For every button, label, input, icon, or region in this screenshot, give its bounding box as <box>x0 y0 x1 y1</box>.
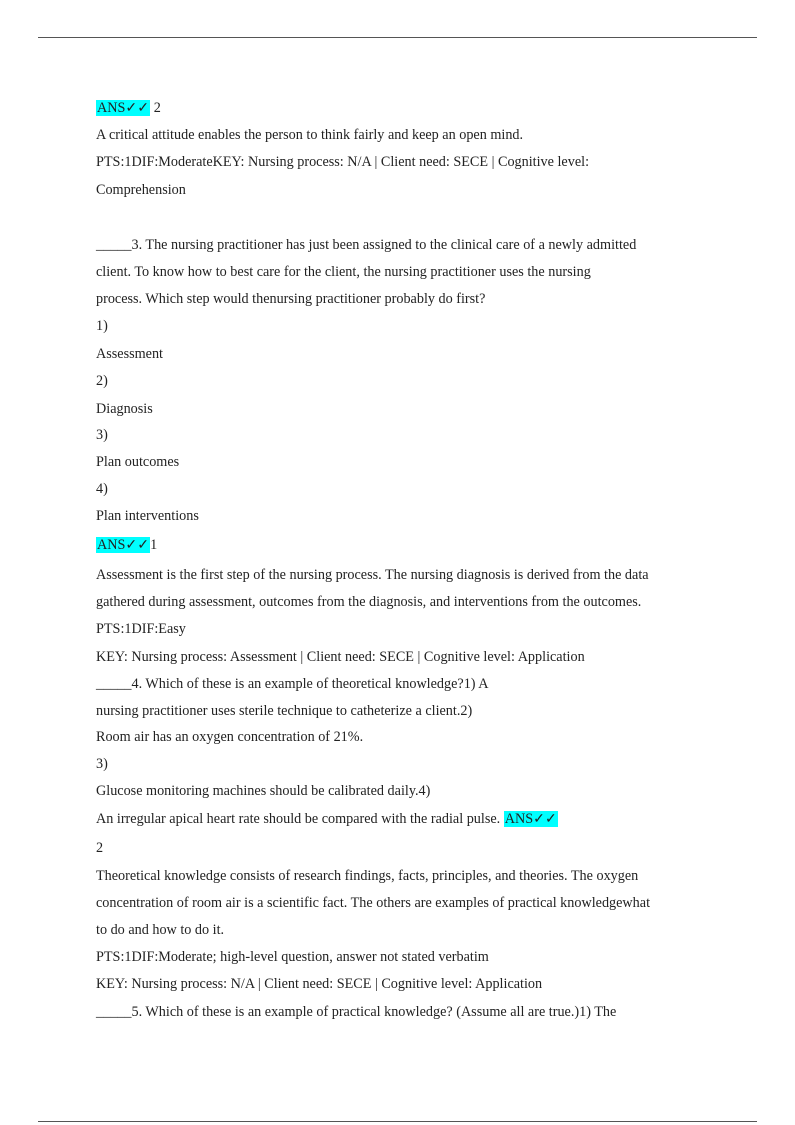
answer-line <box>96 536 157 554</box>
question-line: Glucose monitoring machines should be calibrated daily.4) <box>96 783 431 799</box>
answer-highlight: ANS✓✓ <box>97 537 150 553</box>
option-text: Assessment <box>96 346 163 362</box>
answer-highlight: ANS✓✓ <box>504 811 557 827</box>
option-text: Diagnosis <box>96 401 153 417</box>
text-line: PTS:1DIF:Easy <box>96 621 186 637</box>
text-line: gathered during assessment, outcomes from the diagnosis, and interventions from the outcomes. <box>96 594 642 610</box>
question-line: Room air has an oxygen concentration of 21%. <box>96 729 364 745</box>
option-text: An irregular apical heart rate should be compared with the radial pulse. <box>96 811 504 827</box>
text-line: PTS:1DIF:ModerateKEY: Nursing process: N/A | Client need: SECE | Cognitive level: <box>96 154 590 170</box>
option-text: Plan outcomes <box>96 454 180 470</box>
answer-value: 2 <box>96 840 104 856</box>
question-line: client. To know how to best care for the client, the nursing practitioner uses the nursing <box>96 264 591 280</box>
text-line: concentration of room air is a scientific fact. The others are examples of practical knowledgewhat <box>96 895 651 911</box>
question-line: _____3. The nursing practitioner has just been assigned to the clinical care of a newly admitted <box>96 237 637 253</box>
option-number: 4) <box>96 481 108 497</box>
option-number: 1) <box>96 318 108 334</box>
question-line: _____5. Which of these is an example of practical knowledge? (Assume all are true.)1) The <box>96 1004 617 1020</box>
text-line: A critical attitude enables the person to think fairly and keep an open mind. <box>96 127 524 143</box>
header-rule <box>38 37 757 38</box>
answer-value: 2 <box>150 100 161 116</box>
option-number: 3) <box>96 756 108 772</box>
text-line: Assessment is the first step of the nursing process. The nursing diagnosis is derived from the data <box>96 567 649 583</box>
option-text: Plan interventions <box>96 508 199 524</box>
text-line: KEY: Nursing process: N/A | Client need: SECE | Cognitive level: Application <box>96 976 543 992</box>
answer-line <box>96 99 161 117</box>
text-line: Theoretical knowledge consists of research findings, facts, principles, and theories. The oxygen <box>96 868 639 884</box>
footer-rule <box>38 1121 757 1122</box>
text-line: to do and how to do it. <box>96 922 225 938</box>
option-number: 2) <box>96 373 108 389</box>
question-line: _____4. Which of these is an example of theoretical knowledge?1) A <box>96 676 489 692</box>
text-line: KEY: Nursing process: Assessment | Client need: SECE | Cognitive level: Application <box>96 649 585 665</box>
question-line <box>96 810 558 828</box>
text-line: Comprehension <box>96 182 186 198</box>
text-line: PTS:1DIF:Moderate; high-level question, answer not stated verbatim <box>96 949 489 965</box>
answer-highlight: ANS✓✓ <box>97 100 150 116</box>
question-line: process. Which step would thenursing practitioner probably do first? <box>96 291 486 307</box>
question-line: nursing practitioner uses sterile technique to catheterize a client.2) <box>96 703 473 719</box>
option-number: 3) <box>96 427 108 443</box>
answer-value: 1 <box>150 537 158 553</box>
